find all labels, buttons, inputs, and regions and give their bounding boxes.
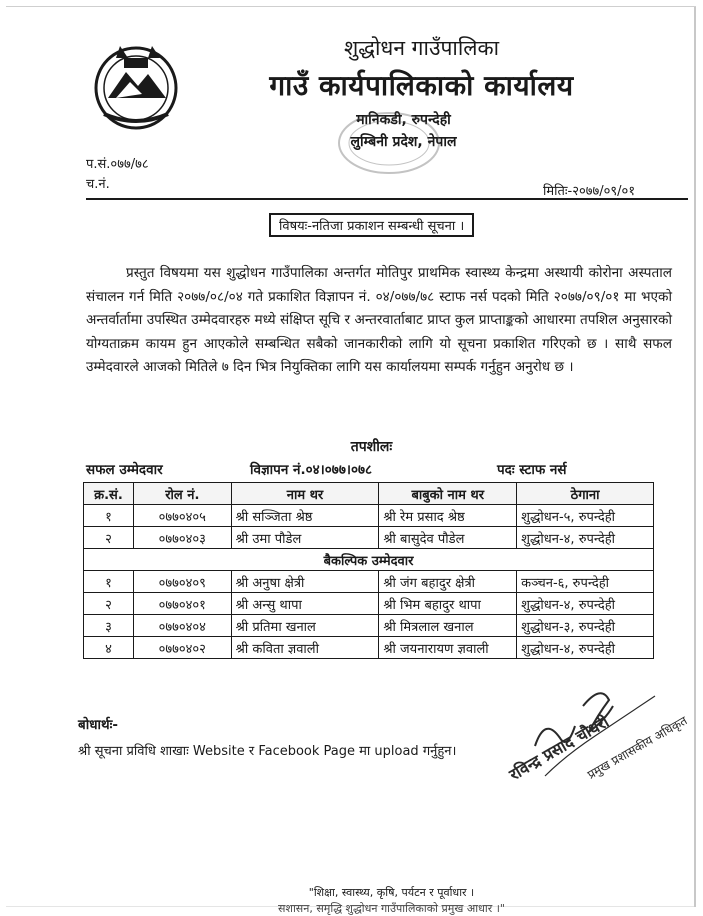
cell-address: कञ्चन-६, रुपन्देही (517, 571, 654, 593)
table-row (84, 527, 654, 549)
cell-address: शुद्धोधन-३, रुपन्देही (517, 615, 654, 637)
table-row (84, 571, 654, 593)
cell-address: शुद्धोधन-४, रुपन्देही (517, 637, 654, 659)
post-name: पदः स्टाफ नर्स (497, 462, 567, 478)
cell-address: शुद्धोधन-५, रुपन्देही (517, 505, 654, 527)
cell-father-name: श्री जयनारायण ज्ञवाली (379, 637, 517, 659)
dispatch-number: च.नं. (86, 177, 110, 192)
cell-father-name: श्री बासुदेव पौडेल (379, 527, 517, 549)
table-header-row (84, 483, 654, 505)
signatory-title: प्रमुख प्रशासकीय अधिकृत (585, 713, 690, 782)
cell-father-name: श्री जंग बहादुर क्षेत्री (379, 571, 517, 593)
col-serial: क्र.सं. (84, 483, 134, 505)
footer-line-2: सशासन, समृद्धि शुद्धोधन गाउँपालिकाको प्रमुख आधार ।" (278, 902, 505, 915)
cell-roll: ०७७०४०९ (133, 571, 231, 593)
cell-serial: २ (84, 527, 134, 549)
subject-line: विषयः-नतिजा प्रकाशन सम्बन्धी सूचना । (269, 213, 474, 237)
office-location: मानिकडी, रुपन्देही (356, 112, 451, 128)
table-row (84, 505, 654, 527)
office-name: गाउँ कार्यपालिकाको कार्यालय (269, 69, 574, 102)
cell-serial: १ (84, 505, 134, 527)
cell-father-name: श्री मित्रलाल खनाल (379, 615, 517, 637)
cell-address: शुद्धोधन-४, रुपन्देही (517, 527, 654, 549)
cell-name: श्री उमा पौडेल (231, 527, 379, 549)
results-table (83, 482, 654, 659)
successful-candidates-label: सफल उम्मेदवार (86, 462, 163, 478)
cell-name: श्री कविता ज्ञवाली (231, 637, 379, 659)
cell-roll: ०७७०४०१ (133, 593, 231, 615)
cell-serial: १ (84, 571, 134, 593)
footer-slogan: "शिक्षा, स्वास्थ्य, कृषि, पर्यटन र पूर्वाधार । (308, 886, 475, 899)
cc-note: श्री सूचना प्रविधि शाखाः Website र Facebook Page मा upload गर्नुहुन। (78, 744, 457, 759)
alternate-section-row (84, 549, 654, 571)
cell-serial: २ (84, 593, 134, 615)
signatory-name: रविन्द्र प्रसाद चौधरी (506, 711, 613, 785)
municipality-name: शुद्धोधन गाउँपालिका (343, 36, 500, 60)
cell-address: शुद्धोधन-४, रुपन्देही (517, 593, 654, 615)
cell-name: श्री अनुषा क्षेत्री (231, 571, 379, 593)
cell-roll: ०७७०४०४ (133, 615, 231, 637)
office-seal-icon (334, 108, 444, 178)
table-row (84, 593, 654, 615)
cell-father-name: श्री रेम प्रसाद श्रेष्ठ (379, 505, 517, 527)
col-roll: रोल नं. (133, 483, 231, 505)
cell-serial: ३ (84, 615, 134, 637)
letter-date: मितिः-२०७७/०९/०१ (543, 184, 636, 199)
advert-number: विज्ञापन नं.०४।०७७।०७८ (250, 462, 373, 478)
cell-roll: ०७७०४०५ (133, 505, 231, 527)
cell-name: श्री अन्सु थापा (231, 593, 379, 615)
table-row (84, 637, 654, 659)
cc-label: बोधार्थः- (78, 717, 118, 733)
cell-roll: ०७७०४०३ (133, 527, 231, 549)
cell-name: श्री प्रतिमा खनाल (231, 615, 379, 637)
cell-father-name: श्री भिम बहादुर थापा (379, 593, 517, 615)
cell-name: श्री सञ्जिता श्रेष्ठ (231, 505, 379, 527)
alternate-candidates-label: बैकल्पिक उम्मेदवार (84, 549, 654, 571)
letter-number: प.सं.०७७/७८ (86, 157, 149, 172)
col-father-name: बाबुको नाम थर (379, 483, 517, 505)
header-divider (86, 198, 688, 200)
cell-roll: ०७७०४०२ (133, 637, 231, 659)
table-row (84, 615, 654, 637)
details-heading: तपशीलः (350, 439, 393, 455)
col-name: नाम थर (231, 483, 379, 505)
col-address: ठेगाना (517, 483, 654, 505)
office-province: लुम्बिनी प्रदेश, नेपाल (350, 134, 457, 150)
body-paragraph: प्रस्तुत विषयमा यस शुद्धोधन गाउँपालिका अन्तर्गत मोतिपुर प्राथमिक स्वास्थ्य केन्द्रमा अस्थायी कोरोना अस्पताल संचालन गर्न मिति २०७७/०८/०४ गते प्रकाशित विज्ञापन नं. ०४/०७७/७८ स्टाफ नर्स पदको मिति २०७७/०९/०१ मा भएको अन्तर्वार्तामा उपस्थित उम्मेदवारहरु मध्ये संक्षिप्त सूचि र अन्तरवार्ताबाट प्राप्त कुल प्राप्ताङ्कको आधारमा तपशिल अनुसारको योग्यताक्रम कायम हुन आएकोले सम्बन्धित सबैको जानकारीको लागि यो सूचना प्रकाशित गरिएको छ । साथै सफल उम्मेदवारले आजको मितिले ७ दिन भित्र नियुक्तिका लागि यस कार्यालयमा सम्पर्क गर्नुहुन अनुरोध छ । (86, 265, 672, 376)
cell-serial: ४ (84, 637, 134, 659)
